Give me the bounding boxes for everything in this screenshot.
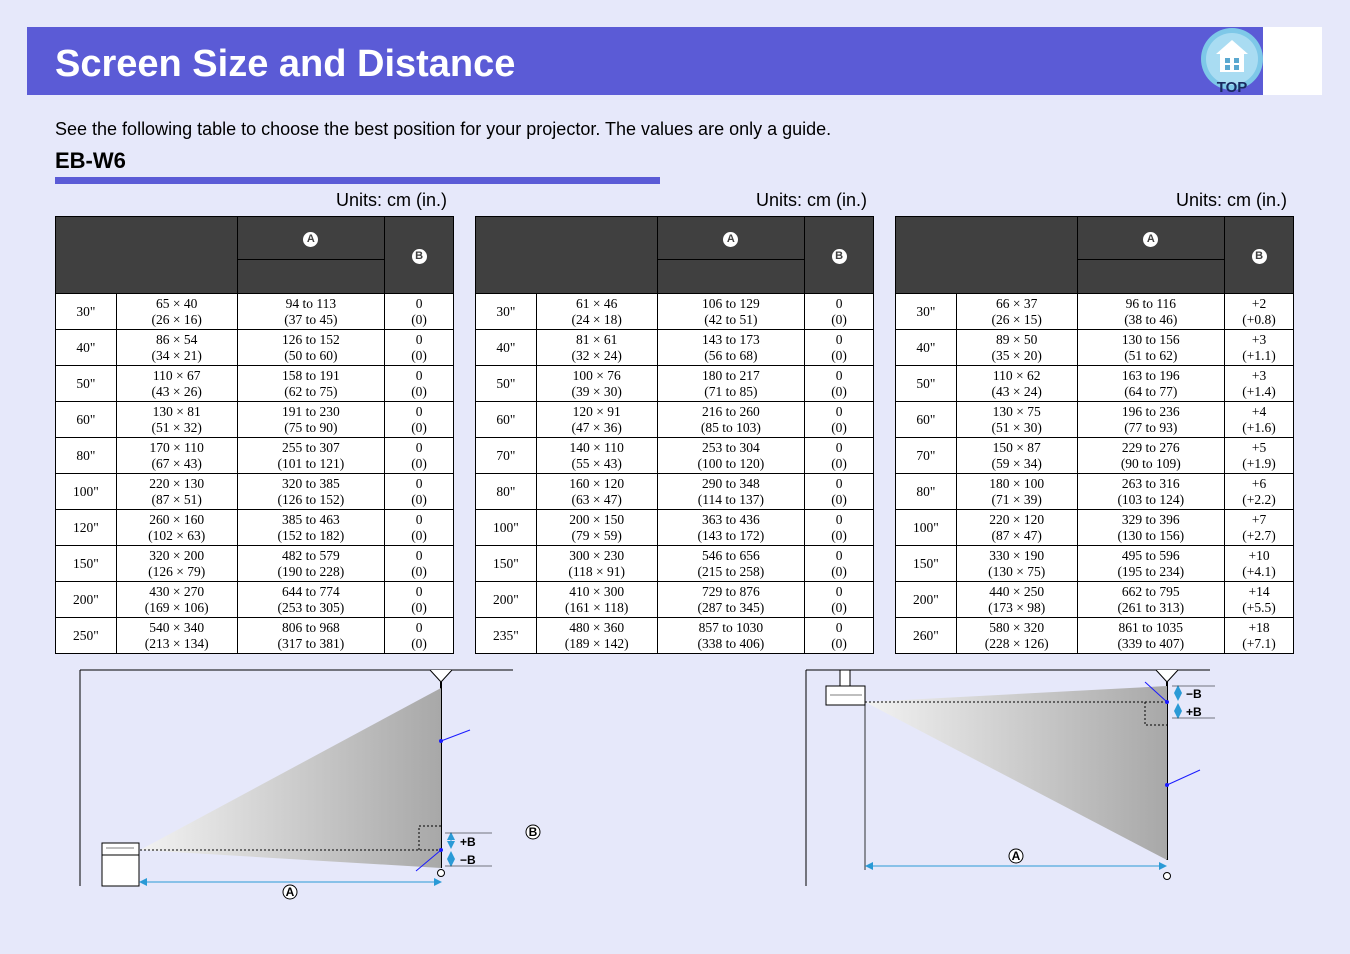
screen-dimension-cell-line: 150 × 87 — [992, 439, 1041, 455]
distance-a-cell-line: (100 to 120) — [697, 455, 765, 471]
offset-b-cell-line: 0 — [415, 475, 423, 491]
screen-size-cell-line: 60" — [916, 411, 936, 427]
screen-size-cell-line: 100" — [73, 483, 99, 499]
screen-dimension-cell-line: (87 × 51) — [151, 491, 202, 507]
distance-a-cell-line: 253 to 304 — [701, 439, 760, 455]
screen-dimension-cell-line: (67 × 43) — [151, 455, 202, 471]
offset-b-cell-line: (0) — [831, 563, 847, 579]
distance-a-cell-line: 644 to 774 — [281, 583, 340, 599]
screen-size-cell-line: 200" — [913, 591, 939, 607]
offset-b-cell-line: 0 — [415, 367, 423, 383]
screen-size-cell-line: 40" — [76, 339, 96, 355]
distance-a-cell-line: (77 to 93) — [1124, 419, 1178, 435]
projector-icon — [826, 686, 865, 705]
screen-dimension-cell-line: (87 × 47) — [991, 527, 1042, 543]
offset-b-cell-line: +6 — [1251, 475, 1267, 491]
distance-a-cell-line: (85 to 103) — [700, 419, 761, 435]
screen-size-cell-line: 70" — [496, 447, 516, 463]
plus-b-label: +B — [1186, 705, 1202, 719]
screen-size-cell-line: 250" — [73, 627, 99, 643]
offset-b-cell-line: (+1.9) — [1242, 455, 1276, 471]
distance-a-cell-line: (51 to 62) — [1124, 347, 1178, 363]
a-distance-label: A — [285, 885, 295, 899]
distance-a-cell-line: 385 to 463 — [281, 511, 340, 527]
offset-b-cell-line: (0) — [411, 527, 427, 543]
screen-dimension-cell-line: (51 × 30) — [991, 419, 1042, 435]
offset-b-cell-line: 0 — [415, 439, 423, 455]
screen-size-cell-line: 30" — [916, 303, 936, 319]
screen-dimension-cell-line: (63 × 47) — [571, 491, 622, 507]
screen-size-cell-line: 120" — [73, 519, 99, 535]
distance-a-cell-line: 320 to 385 — [281, 475, 340, 491]
screen-dimension-cell-line: 140 × 110 — [569, 439, 624, 455]
distance-a-cell-line: 546 to 656 — [701, 547, 760, 563]
distance-a-cell-line: (101 to 121) — [277, 455, 345, 471]
a-symbol: A — [723, 232, 738, 247]
offset-b-cell-line: +3 — [1251, 331, 1267, 347]
screen-dimension-cell-line: 89 × 50 — [996, 331, 1038, 347]
distance-a-cell-line: (253 to 305) — [277, 599, 345, 615]
screen-dimension-cell-line: (173 × 98) — [988, 599, 1046, 615]
distance-a-cell-line: 329 to 396 — [1121, 511, 1180, 527]
offset-b-cell-line: 0 — [415, 331, 423, 347]
screen-dimension-cell-line: (39 × 30) — [571, 383, 622, 399]
screen-size-cell-line: 150" — [493, 555, 519, 571]
intro-text: See the following table to choose the best position for your projector. The values are only a guide. — [55, 119, 832, 139]
distance-a-cell-line: 495 to 596 — [1121, 547, 1180, 563]
distance-a-cell-line: 363 to 436 — [701, 511, 760, 527]
distance-a-cell-line: 662 to 795 — [1121, 583, 1180, 599]
screen-dimension-cell-line: (26 × 16) — [151, 311, 202, 327]
screen-size-cell-line: 100" — [493, 519, 519, 535]
screen-dimension-cell-line: 61 × 46 — [576, 295, 618, 311]
offset-b-cell-line: (0) — [411, 491, 427, 507]
distance-a-cell-line: 290 to 348 — [701, 475, 760, 491]
screen-dimension-cell-line: (130 × 75) — [988, 563, 1046, 579]
screen-size-cell-line: 150" — [73, 555, 99, 571]
units-label-2: Units: cm (in.) — [755, 190, 867, 210]
offset-b-cell-line: (0) — [411, 383, 427, 399]
screen-dimension-cell-line: (55 × 43) — [571, 455, 622, 471]
screen-dimension-cell-line: 100 × 76 — [572, 367, 621, 383]
screen-dimension-cell-line: (59 × 34) — [991, 455, 1042, 471]
distance-a-cell-line: (38 to 46) — [1124, 311, 1178, 327]
offset-b-cell-line: (0) — [411, 347, 427, 363]
units-label-3: Units: cm (in.) — [1175, 190, 1287, 210]
distance-a-cell-line: 857 to 1030 — [698, 619, 764, 635]
screen-dimension-cell-line: (161 × 118) — [565, 599, 629, 615]
page-title: Screen Size and Distance — [55, 43, 516, 85]
offset-b-cell-line: (0) — [411, 311, 427, 327]
screen-size-cell-line: 200" — [493, 591, 519, 607]
distance-a-cell-line: 126 to 152 — [281, 331, 340, 347]
screen-size-cell-line: 70" — [916, 447, 936, 463]
offset-b-cell-line: (0) — [411, 419, 427, 435]
screen-dimension-cell-line: (51 × 32) — [151, 419, 202, 435]
offset-b-cell-line: 0 — [835, 583, 843, 599]
distance-a-cell-line: 191 to 230 — [281, 403, 340, 419]
screen-dimension-cell-line: 160 × 120 — [569, 475, 625, 491]
distance-a-cell-line: (190 to 228) — [277, 563, 345, 579]
offset-b-cell-line: (0) — [831, 599, 847, 615]
distance-a-cell-line: (338 to 406) — [697, 635, 765, 651]
screen-dimension-cell-line: (228 × 126) — [984, 635, 1049, 651]
screen-size-cell-line: 40" — [916, 339, 936, 355]
b-symbol: B — [832, 249, 847, 264]
model-heading: EB-W6 — [55, 148, 126, 173]
top-label: TOP — [1216, 79, 1248, 94]
distance-a-cell-line: (90 to 109) — [1120, 455, 1181, 471]
screen-dimension-cell-line: 440 × 250 — [989, 583, 1045, 599]
offset-b-cell-line: (0) — [831, 383, 847, 399]
offset-b-cell-line: 0 — [415, 511, 423, 527]
screen-size-cell-line: 100" — [913, 519, 939, 535]
screen-dimension-cell-line: (26 × 15) — [991, 311, 1042, 327]
offset-b-cell-line: 0 — [835, 439, 843, 455]
screen-dimension-cell-line: 130 × 75 — [992, 403, 1041, 419]
distance-a-cell-line: 263 to 316 — [1121, 475, 1180, 491]
screen-dimension-cell-line: (169 × 106) — [144, 599, 209, 615]
offset-b-cell-line: (0) — [411, 635, 427, 651]
offset-b-cell-line: (0) — [411, 563, 427, 579]
screen-dimension-cell-line: (35 × 20) — [991, 347, 1042, 363]
distance-a-cell-line: 143 to 173 — [701, 331, 760, 347]
offset-b-cell-line: 0 — [415, 619, 423, 635]
screen-size-cell-line: 60" — [76, 411, 96, 427]
projection-beam — [865, 686, 1167, 860]
distance-a-cell-line: (195 to 234) — [1117, 563, 1185, 579]
offset-b-cell-line: 0 — [835, 331, 843, 347]
b-symbol: B — [1252, 249, 1267, 264]
screen-dimension-cell-line: (71 × 39) — [991, 491, 1042, 507]
distance-a-cell-line: (103 to 124) — [1117, 491, 1185, 507]
screen-dimension-cell-line: 540 × 340 — [149, 619, 205, 635]
offset-b-cell-line: (+1.1) — [1242, 347, 1276, 363]
b-symbol: B — [412, 249, 427, 264]
offset-b-cell-line: 0 — [835, 403, 843, 419]
screen-dimension-cell-line: 170 × 110 — [149, 439, 204, 455]
b-offset-label: B — [528, 825, 538, 839]
offset-b-cell-line: (0) — [831, 491, 847, 507]
offset-b-cell-line: (0) — [831, 419, 847, 435]
offset-b-cell-line: +2 — [1251, 295, 1267, 311]
screen-dimension-cell-line: (34 × 21) — [151, 347, 202, 363]
offset-b-cell-line: (+2.2) — [1242, 491, 1276, 507]
offset-b-cell-line: 0 — [835, 619, 843, 635]
offset-b-cell-line: +18 — [1248, 619, 1270, 635]
offset-b-cell-line: 0 — [835, 511, 843, 527]
screen-dimension-cell-line: (118 × 91) — [568, 563, 626, 579]
screen-size-cell-line: 50" — [916, 375, 936, 391]
screen-dimension-cell-line: 180 × 100 — [989, 475, 1045, 491]
minus-b-label: −B — [1186, 687, 1202, 701]
screen-size-cell-line: 260" — [913, 627, 939, 643]
distance-a-cell-line: 729 to 876 — [701, 583, 760, 599]
offset-b-cell-line: (+0.8) — [1242, 311, 1276, 327]
offset-b-cell-line: 0 — [835, 475, 843, 491]
screen-size-cell-line: 60" — [496, 411, 516, 427]
screen-size-cell-line: 50" — [76, 375, 96, 391]
distance-a-cell-line: (152 to 182) — [277, 527, 345, 543]
offset-b-cell-line: 0 — [835, 367, 843, 383]
screen-dimension-cell-line: 220 × 130 — [149, 475, 205, 491]
a-distance-label: A — [1011, 849, 1021, 863]
screen-dimension-cell-line: 200 × 150 — [569, 511, 625, 527]
distance-a-cell-line: (126 to 152) — [277, 491, 345, 507]
offset-b-cell-line: +7 — [1251, 511, 1267, 527]
offset-b-cell-line: (+2.7) — [1242, 527, 1276, 543]
distance-a-cell-line: (287 to 345) — [697, 599, 765, 615]
distance-a-cell-line: (317 to 381) — [277, 635, 345, 651]
offset-b-cell-line: (0) — [411, 455, 427, 471]
screen-size-cell-line: 30" — [76, 303, 96, 319]
screen-dimension-cell-line: 110 × 67 — [152, 367, 201, 383]
screen-dimension-cell-line: 110 × 62 — [992, 367, 1041, 383]
distance-a-cell-line: 861 to 1035 — [1118, 619, 1184, 635]
offset-b-cell-line: +4 — [1251, 403, 1267, 419]
distance-a-cell-line: 158 to 191 — [281, 367, 340, 383]
distance-a-cell-line: (37 to 45) — [284, 311, 338, 327]
screen-size-cell-line: 30" — [496, 303, 516, 319]
screen-size-cell-line: 200" — [73, 591, 99, 607]
offset-b-cell-line: +10 — [1248, 547, 1270, 563]
plus-b-label: +B — [460, 835, 476, 849]
distance-a-cell-line: (75 to 90) — [284, 419, 338, 435]
screen-size-cell-line: 80" — [916, 483, 936, 499]
ceiling-setup-diagram — [806, 670, 1215, 886]
screen-size-cell-line: 40" — [496, 339, 516, 355]
screen-dimension-cell-line: (43 × 26) — [151, 383, 202, 399]
offset-b-cell-line: (+5.5) — [1242, 599, 1276, 615]
projector-icon — [102, 843, 139, 886]
a-symbol: A — [303, 232, 318, 247]
screen-dimension-cell-line: (213 × 134) — [144, 635, 209, 651]
screen-dimension-cell-line: 330 × 190 — [989, 547, 1045, 563]
distance-a-cell-line: (130 to 156) — [1117, 527, 1185, 543]
distance-a-cell-line: (64 to 77) — [1124, 383, 1178, 399]
screen-dimension-cell-line: 120 × 91 — [572, 403, 621, 419]
offset-b-cell-line: 0 — [835, 295, 843, 311]
distance-a-cell-line: 96 to 116 — [1125, 295, 1177, 311]
offset-b-cell-line: 0 — [415, 583, 423, 599]
offset-b-cell-line: (0) — [831, 455, 847, 471]
distance-a-cell-line: (62 to 75) — [284, 383, 338, 399]
offset-b-cell-line: +5 — [1251, 439, 1267, 455]
offset-b-cell-line: (+1.4) — [1242, 383, 1276, 399]
distance-a-cell-line: (42 to 51) — [704, 311, 758, 327]
offset-b-cell-line: (0) — [831, 527, 847, 543]
screen-dimension-cell-line: (24 × 18) — [571, 311, 622, 327]
distance-a-cell-line: (261 to 313) — [1117, 599, 1185, 615]
screen-size-cell-line: 80" — [76, 447, 96, 463]
screen-dimension-cell-line: 430 × 270 — [149, 583, 205, 599]
minus-b-label: −B — [460, 853, 476, 867]
screen-size-cell-line: 50" — [496, 375, 516, 391]
screen-dimension-cell-line: 320 × 200 — [149, 547, 205, 563]
offset-b-cell-line: (0) — [831, 311, 847, 327]
offset-b-cell-line: 0 — [415, 547, 423, 563]
distance-a-cell-line: (215 to 258) — [697, 563, 765, 579]
offset-b-cell-line: 0 — [415, 403, 423, 419]
distance-a-cell-line: 130 to 156 — [1121, 331, 1180, 347]
offset-b-cell-line: (+1.6) — [1242, 419, 1276, 435]
a-symbol: A — [1143, 232, 1158, 247]
distance-a-cell-line: 255 to 307 — [281, 439, 340, 455]
units-label-1: Units: cm (in.) — [335, 190, 447, 210]
offset-b-cell-line: (0) — [831, 635, 847, 651]
screen-dimension-cell-line: 260 × 160 — [149, 511, 205, 527]
screen-dimension-cell-line: 130 × 81 — [152, 403, 201, 419]
distance-a-cell-line: (143 to 172) — [697, 527, 765, 543]
screen-dimension-cell-line: (43 × 24) — [991, 383, 1042, 399]
screen-dimension-cell-line: (79 × 59) — [571, 527, 622, 543]
screen-dimension-cell-line: 480 × 360 — [569, 619, 625, 635]
projection-beam — [140, 688, 441, 868]
distance-a-cell-line: 94 to 113 — [285, 295, 337, 311]
screen-size-cell-line: 80" — [496, 483, 516, 499]
distance-a-cell-line: (339 to 407) — [1117, 635, 1185, 651]
screen-dimension-cell-line: 86 × 54 — [156, 331, 198, 347]
offset-b-cell-line: 0 — [835, 547, 843, 563]
screen-size-cell-line: 235" — [493, 627, 519, 643]
offset-b-cell-line: (0) — [831, 347, 847, 363]
distance-a-cell-line: 163 to 196 — [1121, 367, 1180, 383]
screen-dimension-cell-line: 410 × 300 — [569, 583, 625, 599]
screen-dimension-cell-line: 65 × 40 — [156, 295, 198, 311]
screen-dimension-cell-line: (32 × 24) — [571, 347, 622, 363]
offset-b-cell-line: +14 — [1248, 583, 1270, 599]
distance-a-cell-line: 106 to 129 — [701, 295, 760, 311]
screen-dimension-cell-line: 66 × 37 — [996, 295, 1038, 311]
screen-dimension-cell-line: 220 × 120 — [989, 511, 1045, 527]
distance-a-cell-line: 482 to 579 — [281, 547, 340, 563]
screen-size-cell-line: 150" — [913, 555, 939, 571]
floor-setup-diagram — [80, 670, 540, 899]
screen-dimension-cell-line: (47 × 36) — [571, 419, 622, 435]
offset-b-cell-line: 0 — [415, 295, 423, 311]
screen-dimension-cell-line: 580 × 320 — [989, 619, 1045, 635]
offset-b-cell-line: (0) — [411, 599, 427, 615]
screen-dimension-cell-line: (102 × 63) — [148, 527, 206, 543]
screen-dimension-cell-line: 81 × 61 — [576, 331, 618, 347]
offset-b-cell-line: (+7.1) — [1242, 635, 1276, 651]
distance-a-cell-line: (50 to 60) — [284, 347, 338, 363]
distance-a-cell-line: 196 to 236 — [1121, 403, 1180, 419]
distance-a-cell-line: (114 to 137) — [697, 491, 764, 507]
distance-a-cell-line: 806 to 968 — [281, 619, 340, 635]
screen-dimension-cell-line: 300 × 230 — [569, 547, 625, 563]
distance-a-cell-line: (71 to 85) — [704, 383, 758, 399]
screen-dimension-cell-line: (189 × 142) — [564, 635, 629, 651]
offset-b-cell-line: (+4.1) — [1242, 563, 1276, 579]
distance-a-cell-line: 216 to 260 — [701, 403, 760, 419]
distance-a-cell-line: 180 to 217 — [701, 367, 760, 383]
distance-a-cell-line: 229 to 276 — [1121, 439, 1180, 455]
offset-b-cell-line: +3 — [1251, 367, 1267, 383]
screen-dimension-cell-line: (126 × 79) — [148, 563, 206, 579]
distance-a-cell-line: (56 to 68) — [704, 347, 758, 363]
